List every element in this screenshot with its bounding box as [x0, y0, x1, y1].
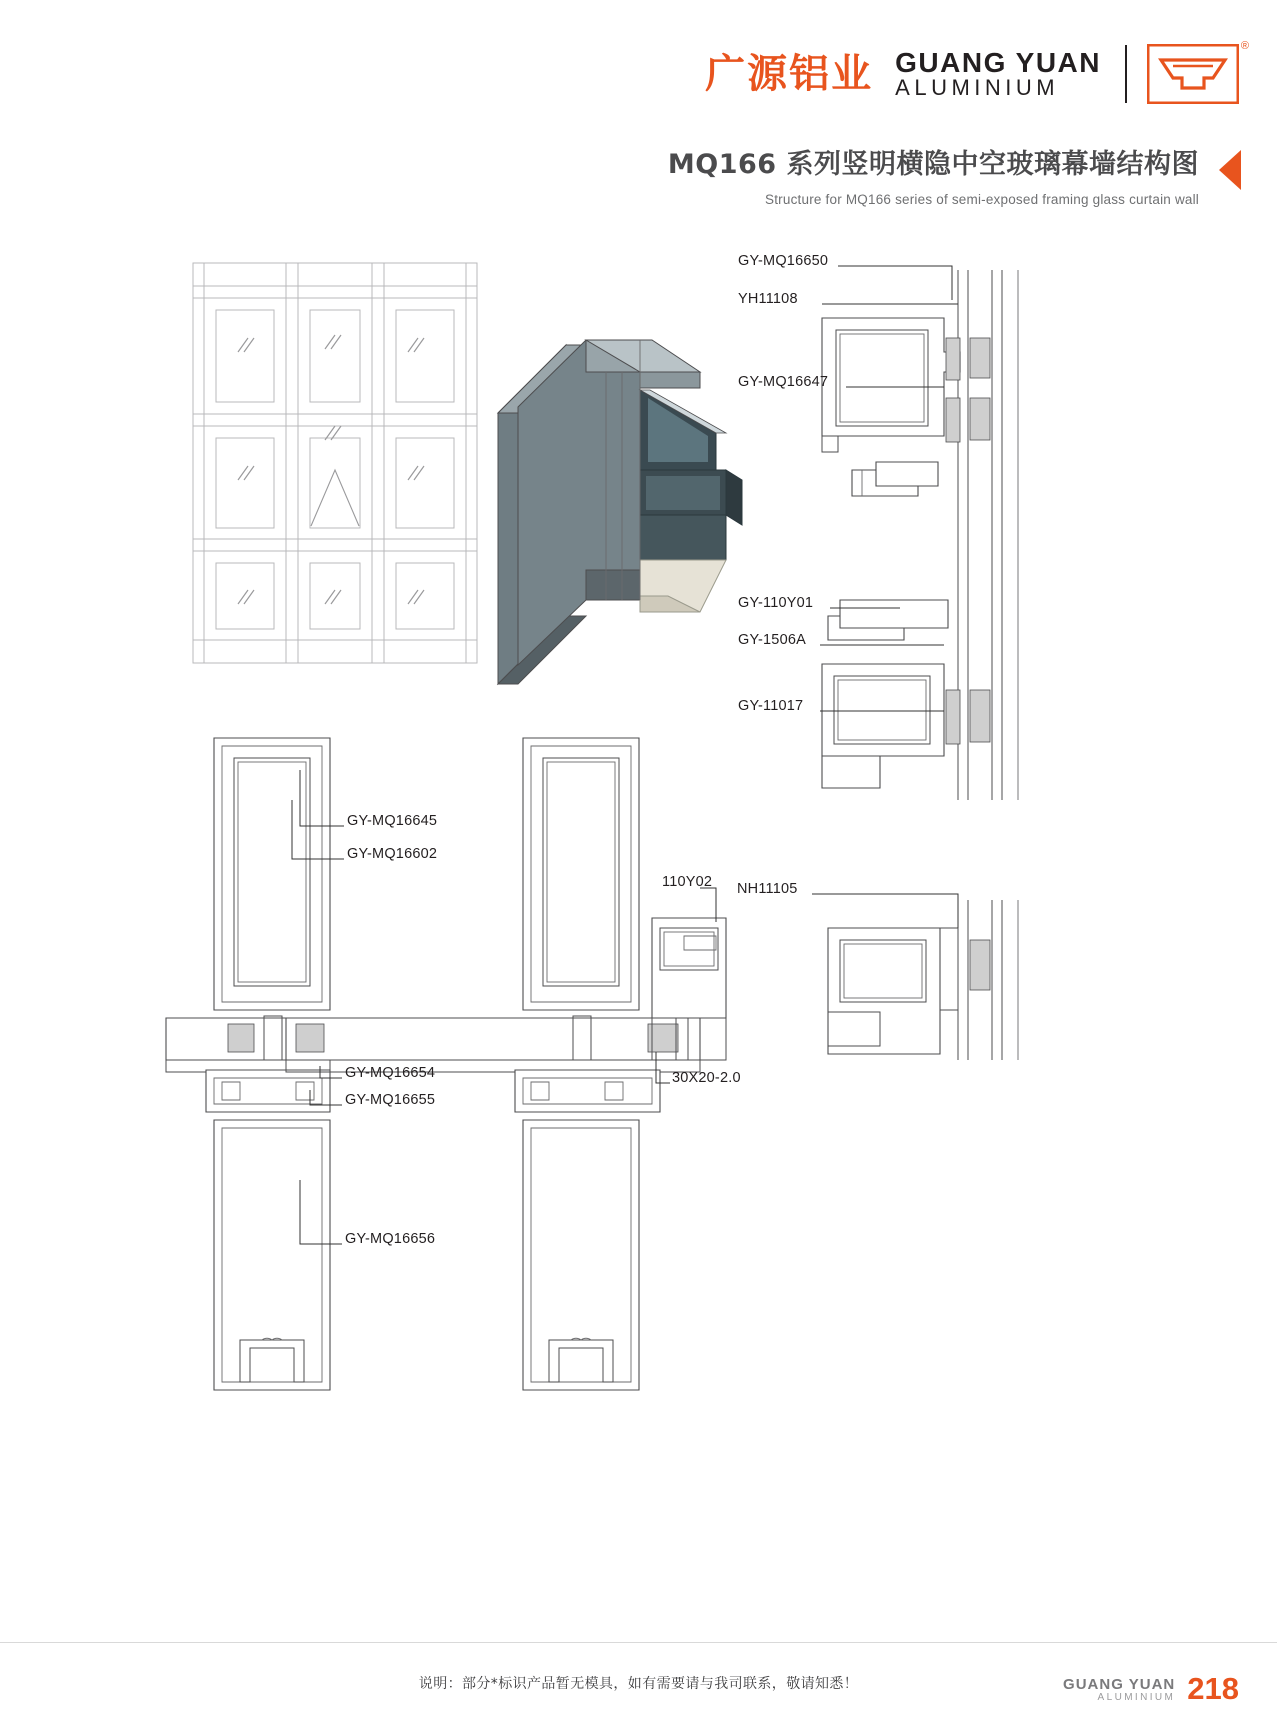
- brand-logo-english-line2: ALUMINIUM: [895, 75, 1060, 101]
- brand-logo-chinese: 广源铝业: [705, 51, 874, 97]
- page-title-en: Structure for MQ166 series of semi-exposed framing glass curtain wall: [765, 192, 1199, 207]
- 3d-profile-assembly: [498, 340, 742, 684]
- callout-gy-1506a: GY-1506A: [738, 632, 806, 648]
- callout-gy-mq16645: GY-MQ16645: [347, 813, 438, 829]
- callout-nh11105: NH11105: [737, 881, 798, 897]
- section-detail-top-right: [822, 270, 1018, 1060]
- page-title-zh: MQ166 系列竖明横隐中空玻璃幕墙结构图: [667, 149, 1199, 180]
- callout-gy-mq16654: GY-MQ16654: [345, 1065, 436, 1081]
- callout-gy-mq16656: GY-MQ16656: [345, 1231, 436, 1247]
- callout-gy-110y01: GY-110Y01: [738, 595, 814, 611]
- footer-note: 说明：部分*标识产品暂无模具，如有需要请与我司联系，敬请知悉！: [418, 1676, 859, 1692]
- footer-brand-logo: [1063, 1671, 1239, 1707]
- curtain-wall-elevation: [193, 263, 477, 663]
- callout-yh11108: YH11108: [738, 291, 798, 307]
- footer-logo-line2: ALUMINIUM: [1097, 1691, 1176, 1703]
- callout-gy-mq16647: GY-MQ16647: [738, 374, 829, 390]
- callout-gy-11017: GY-11017: [738, 698, 804, 714]
- section-detail-bottom-left: [166, 738, 330, 1390]
- page-number: 218: [1187, 1671, 1239, 1707]
- page-footer: [0, 1629, 1277, 1721]
- callout-gy-mq16650: GY-MQ16650: [738, 253, 829, 269]
- callout-30x20-2-0: 30X20-2.0: [672, 1070, 741, 1086]
- callout-110y02: 110Y02: [662, 874, 713, 890]
- footer-divider: [0, 1642, 1277, 1643]
- callout-gy-mq16655: GY-MQ16655: [345, 1092, 436, 1108]
- brand-logo-english-line1: GUANG YUAN: [895, 46, 1101, 78]
- callout-gy-mq16602: GY-MQ16602: [347, 846, 438, 862]
- footer-logo-line1: GUANG YUAN: [1063, 1675, 1176, 1693]
- registered-symbol: ®: [1240, 40, 1249, 52]
- section-detail-bottom-center: [286, 738, 726, 1390]
